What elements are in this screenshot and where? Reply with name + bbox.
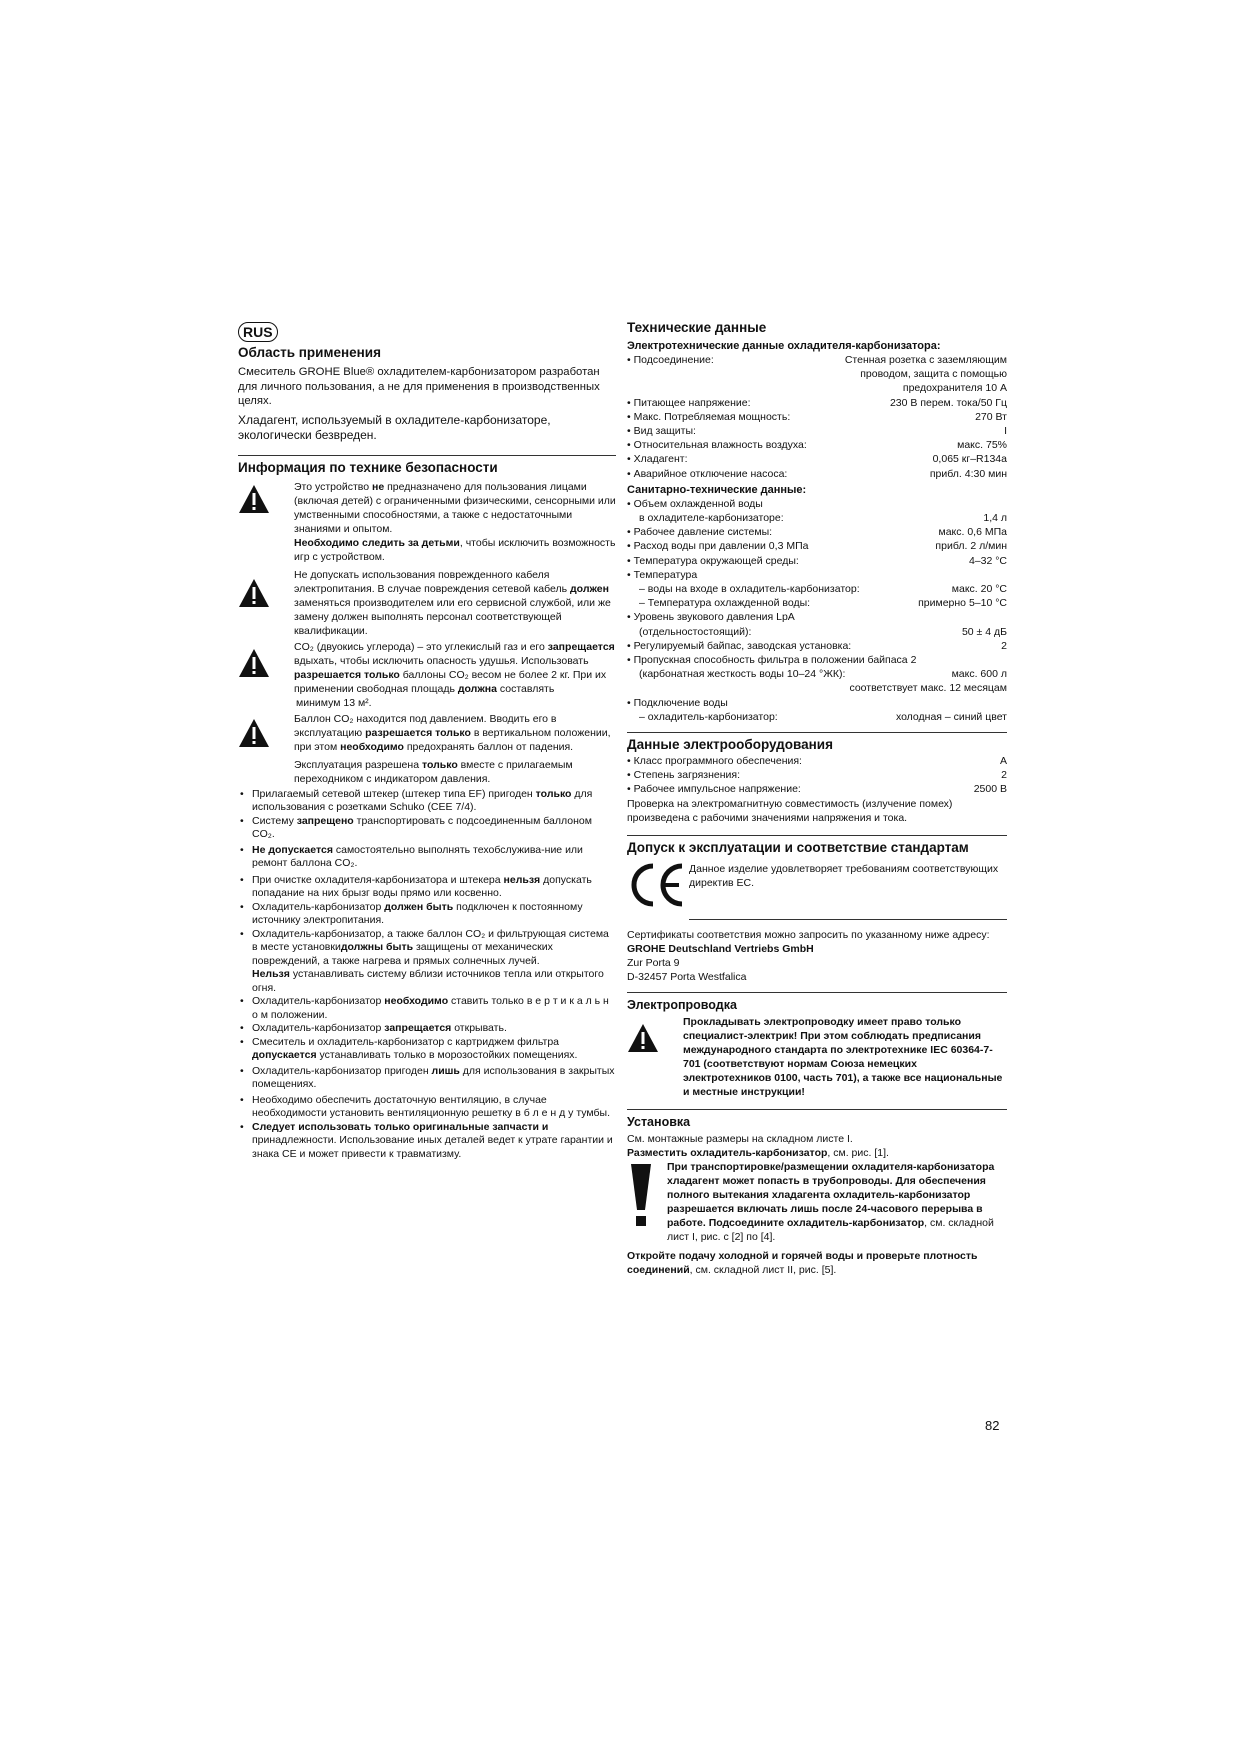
data-row xyxy=(627,539,1007,553)
data-row-value: соответствует макс. 12 месяцам xyxy=(849,682,1007,695)
data-row-value: 2 xyxy=(1001,769,1007,782)
equipment-data-list xyxy=(627,754,1007,797)
divider xyxy=(238,455,616,456)
data-row xyxy=(627,525,1007,539)
warning-text: CO₂ (двуокись углерода) – это углекислый газ и его запрещается вдыхать, чтобы исключить опасность удушья. Использовать разрешается только баллоны CO₂ весом не более 2 кг. При их применении свободная площадь должна составлять минимум 13 м². xyxy=(294,640,615,709)
data-row-value: макс. 0,6 МПа xyxy=(938,526,1007,539)
data-row-label: • Температура окружающей среды: xyxy=(627,554,799,567)
data-row xyxy=(627,596,1007,610)
data-row-label: • Относительная влажность воздуха: xyxy=(627,439,807,452)
warning-triangle-icon xyxy=(238,480,294,519)
data-row xyxy=(627,396,1007,410)
data-row xyxy=(627,653,1007,667)
divider xyxy=(627,1109,1007,1110)
data-row-label: • Регулируемый байпас, заводская установка: xyxy=(627,639,852,652)
list-item: • Охладитель-карбонизатор запрещается открывать. xyxy=(238,1022,616,1036)
ce-mark-icon xyxy=(627,862,689,913)
data-row-label: • Пропускная способность фильтра в положении байпаса 2 xyxy=(627,654,917,667)
data-row-value: 4–32 °С xyxy=(968,554,1007,567)
data-row-label: • Расход воды при давлении 0,3 МПа xyxy=(627,540,809,553)
ce-block xyxy=(627,862,1007,913)
data-row-value: 270 Вт xyxy=(975,410,1007,423)
wiring-title: Электропроводка xyxy=(627,997,737,1012)
divider xyxy=(627,992,1007,993)
list-item: • Охладитель-карбонизатор пригоден лишь для использования в закрытых помещениях. xyxy=(238,1065,616,1092)
data-row-value: Стенная розетка с заземляющим xyxy=(844,354,1007,366)
data-row-label: (отдельностостоящий): xyxy=(639,625,752,638)
divider xyxy=(689,919,1007,920)
list-item: • Охладитель-карбонизатор, а также баллон CO₂ и фильтрующая система в месте установкидолжны быть защищены от механических повреждений, а также нагрева и прямых солнечных лучей. Нельзя устанавливать систему вблизи источников тепла или открытого огня. xyxy=(238,928,616,996)
data-row-label: – воды на входе в охладитель-карбонизатор: xyxy=(639,583,860,596)
data-row-value: предохранителя 10 А xyxy=(902,382,1007,395)
data-row-value: 2500 В xyxy=(973,783,1007,796)
data-row-label xyxy=(627,367,639,381)
data-row-value: прибл. 2 л/мин xyxy=(935,540,1007,553)
data-row-label xyxy=(627,381,639,395)
data-row-label: в охладителе-карбонизаторе: xyxy=(639,512,784,525)
installation-warning xyxy=(627,1160,1007,1244)
safety-warning-3 xyxy=(238,640,616,710)
data-row-value: холодная – синий цвет xyxy=(895,710,1007,723)
data-row-label xyxy=(627,681,639,695)
installation-warning-text: При транспортировке/размещении охладителя-карбонизатора хладагент может попасть в трубопроводы. Для обеспечения полного вытекания хладагента охладитель-карбонизатор разрешается включать лишь после 24-часового перерыва в работе. Подсоедините охладитель-карбонизатор, см. складной лист I, рис. с [2] по [4]. xyxy=(667,1160,995,1243)
data-row xyxy=(627,696,1007,710)
warning-triangle-icon xyxy=(238,640,294,683)
data-row-label: • Рабочее импульсное напряжение: xyxy=(627,783,801,796)
safety-title: Информация по технике безопасности xyxy=(238,459,498,475)
data-row xyxy=(627,625,1007,639)
page-number: 82 xyxy=(985,1418,1000,1433)
wiring-warning-text: Прокладывать электропроводку имеет право только специалист-электрик! При этом соблюдать предписания международного стандарта по электротехнике IEC 60364-7-701 (соответствуют нормам Союза немецких электротехников 0100, часть 701), а также все национальные и местные инструкции! xyxy=(683,1015,1003,1098)
emc-text: Проверка на электромагнитную совместимость (излучение помех) произведена с рабочими значениями напряжения и тока. xyxy=(627,797,953,824)
elec-data-subtitle: Электротехнические данные охладителя-карбонизатора: xyxy=(627,340,941,352)
data-row-value: макс. 20 °С xyxy=(951,583,1007,596)
data-row xyxy=(627,452,1007,466)
warning-text: Не допускать использования поврежденного кабеля электропитания. В случае повреждения сетевой кабель должен заменяться производителем или его сервисной службой, или же замену должен выполнять персонал соответствующей квалификации. xyxy=(294,568,611,637)
data-row-value: 1,4 л xyxy=(983,512,1007,525)
warning-triangle-icon xyxy=(627,1015,683,1058)
ce-text: Данное изделие удовлетворяет требованиям соответствующих директив ЕС. xyxy=(689,862,999,889)
data-row xyxy=(627,497,1007,511)
data-row-value: 2 xyxy=(1001,639,1007,652)
safety-warning-2 xyxy=(238,568,616,638)
data-row-label: • Класс программного обеспечения: xyxy=(627,755,802,768)
data-row-label: • Аварийное отключение насоса: xyxy=(627,467,788,480)
list-item: • Не допускается самостоятельно выполнять техобслужива-ние или ремонт баллона CO₂. xyxy=(238,844,616,871)
divider xyxy=(627,732,1007,733)
list-item: • Смеситель и охладитель-карбонизатор с картриджем фильтра допускается устанавливать только в морозостойких помещениях. xyxy=(238,1036,616,1063)
equipment-title: Данные электрооборудования xyxy=(627,737,833,753)
data-row-value: 0,065 кг–R134a xyxy=(932,453,1007,466)
elec-data-list xyxy=(627,353,1007,481)
installation-title: Установка xyxy=(627,1114,691,1129)
exclamation-icon xyxy=(627,1160,667,1244)
data-row-label: • Температура xyxy=(627,568,698,581)
data-row-label: • Рабочее давление системы: xyxy=(627,526,773,539)
sanitary-data-list xyxy=(627,497,1007,724)
data-row xyxy=(627,710,1007,724)
installation-p2: Разместить охладитель-карбонизатор, см. рис. [1]. xyxy=(627,1146,889,1159)
data-row xyxy=(627,639,1007,653)
data-row xyxy=(627,681,1007,695)
data-row xyxy=(627,667,1007,681)
certificate-text: Сертификаты соответствия можно запросить по указанному ниже адресу: xyxy=(627,928,990,941)
data-row-value: проводом, защита с помощью xyxy=(860,368,1007,381)
sanitary-data-subtitle: Санитарно-технические данные: xyxy=(627,483,807,496)
data-row-label: • Уровень звукового давления LpA xyxy=(627,611,795,624)
data-row xyxy=(627,367,1007,381)
list-item: • Охладитель-карбонизатор необходимо ставить только в е р т и к а л ь н о м положении. xyxy=(238,995,616,1022)
data-row xyxy=(627,754,1007,768)
data-row xyxy=(627,782,1007,796)
data-row xyxy=(627,353,1007,367)
data-row-label: • Степень загрязнения: xyxy=(627,769,741,782)
warning-text: Баллон CO₂ находится под давлением. Вводить его в эксплуатацию разрешается только в вертикальном положении, при этом необходимо предохранять баллон от падения. Эксплуатация разрешена только вместе с прилагаемым переходником с индикатором давления. xyxy=(294,712,611,785)
installation-p3: Откройте подачу холодной и горячей воды и проверьте плотность соединений, см. складной лист II, рис. [5]. xyxy=(627,1249,978,1276)
data-row-label: • Питающее напряжение: xyxy=(627,396,751,409)
wiring-warning xyxy=(627,1015,1007,1099)
divider xyxy=(627,835,1007,836)
scope-paragraph-1: Смеситель GROHE Blue® охладителем-карбонизатором разработан для личного пользования, а не для применения в производственных целях. xyxy=(238,366,600,407)
data-row xyxy=(627,438,1007,452)
data-row-label: (карбонатная жесткость воды 10–24 °ЖК): xyxy=(639,668,846,681)
data-row xyxy=(627,610,1007,624)
data-row-label: • Подсоединение: xyxy=(627,354,714,366)
language-badge: RUS xyxy=(238,322,616,342)
data-row-label: – охладитель-карбонизатор: xyxy=(639,710,778,723)
data-row xyxy=(627,511,1007,525)
scope-title: Область применения xyxy=(238,345,381,360)
data-row-label: – Температура охлажденной воды: xyxy=(639,597,811,610)
data-row-label: • Подключение воды xyxy=(627,696,728,709)
warning-triangle-icon xyxy=(238,712,294,753)
data-row-label: • Хладагент: xyxy=(627,453,688,466)
list-item: • Следует использовать только оригинальные запчасти и принадлежности. Использование иных деталей ведет к утрате гарантии и знака CE и может привести к травматизму. xyxy=(238,1121,616,1162)
data-row xyxy=(627,554,1007,568)
company-street: Zur Porta 9 xyxy=(627,956,680,969)
company-name: GROHE Deutschland Vertriebs GmbH xyxy=(627,942,814,955)
safety-bullet-list xyxy=(238,788,616,1162)
list-item: • Охладитель-карбонизатор должен быть подключен к постоянному источнику электропитания. xyxy=(238,901,616,928)
data-row-value: прибл. 4:30 мин xyxy=(929,467,1007,480)
data-row xyxy=(627,381,1007,395)
data-row-value: макс. 600 л xyxy=(951,668,1007,681)
data-row xyxy=(627,410,1007,424)
left-column xyxy=(238,322,616,1161)
list-item: • При очистке охладителя-карбонизатора и штекера нельзя допускать попадание на них брызг воды прямо или косвенно. xyxy=(238,874,616,901)
data-row xyxy=(627,582,1007,596)
warning-triangle-icon xyxy=(238,568,294,613)
data-row-value: макс. 75% xyxy=(957,439,1007,452)
list-item: • Прилагаемый сетевой штекер (штекер типа EF) пригоден только для использования с розетками Schuko (CEE 7/4). xyxy=(238,788,616,815)
data-row-label: • Макс. Потребляемая мощность: xyxy=(627,410,791,423)
scope-paragraph-2: Хладагент, используемый в охладителе-карбонизаторе, экологически безвреден. xyxy=(238,412,551,442)
data-row xyxy=(627,424,1007,438)
safety-warning-1 xyxy=(238,480,616,564)
warning-text: Это устройство не предназначено для пользования лицами (включая детей) с ограниченными физическими, сенсорными или умственными способностями, а также с недостаточными знаниями и опытом. Необходимо следить за детьми, чтобы исключить возможность игр с устройством. xyxy=(294,480,616,563)
data-row-value: I xyxy=(1004,425,1007,438)
approval-title: Допуск к эксплуатации и соответствие стандартам xyxy=(627,839,969,855)
data-row-label: • Объем охлажденной воды xyxy=(627,497,763,510)
list-item: • Необходимо обеспечить достаточную вентиляцию, в случае необходимости установить вентиляционную решетку в б л е н д у тумбы. xyxy=(238,1094,616,1121)
data-row-value: примерно 5–10 °С xyxy=(918,597,1007,610)
data-row xyxy=(627,467,1007,481)
tech-data-title: Технические данные xyxy=(627,320,767,335)
data-row xyxy=(627,768,1007,782)
list-item: • Систему запрещено транспортировать с подсоединенным баллоном CO₂. xyxy=(238,815,616,842)
data-row-value: A xyxy=(999,755,1007,768)
safety-warning-4 xyxy=(238,712,616,786)
data-row-label: • Вид защиты: xyxy=(627,425,696,438)
right-column xyxy=(627,320,1007,1277)
installation-p1: См. монтажные размеры на складном листе I. xyxy=(627,1132,853,1145)
company-city: D-32457 Porta Westfalica xyxy=(627,970,747,983)
data-row-value: 50 ± 4 дБ xyxy=(961,625,1007,638)
data-row-value: 230 В перем. тока/50 Гц xyxy=(889,396,1007,409)
data-row xyxy=(627,568,1007,582)
